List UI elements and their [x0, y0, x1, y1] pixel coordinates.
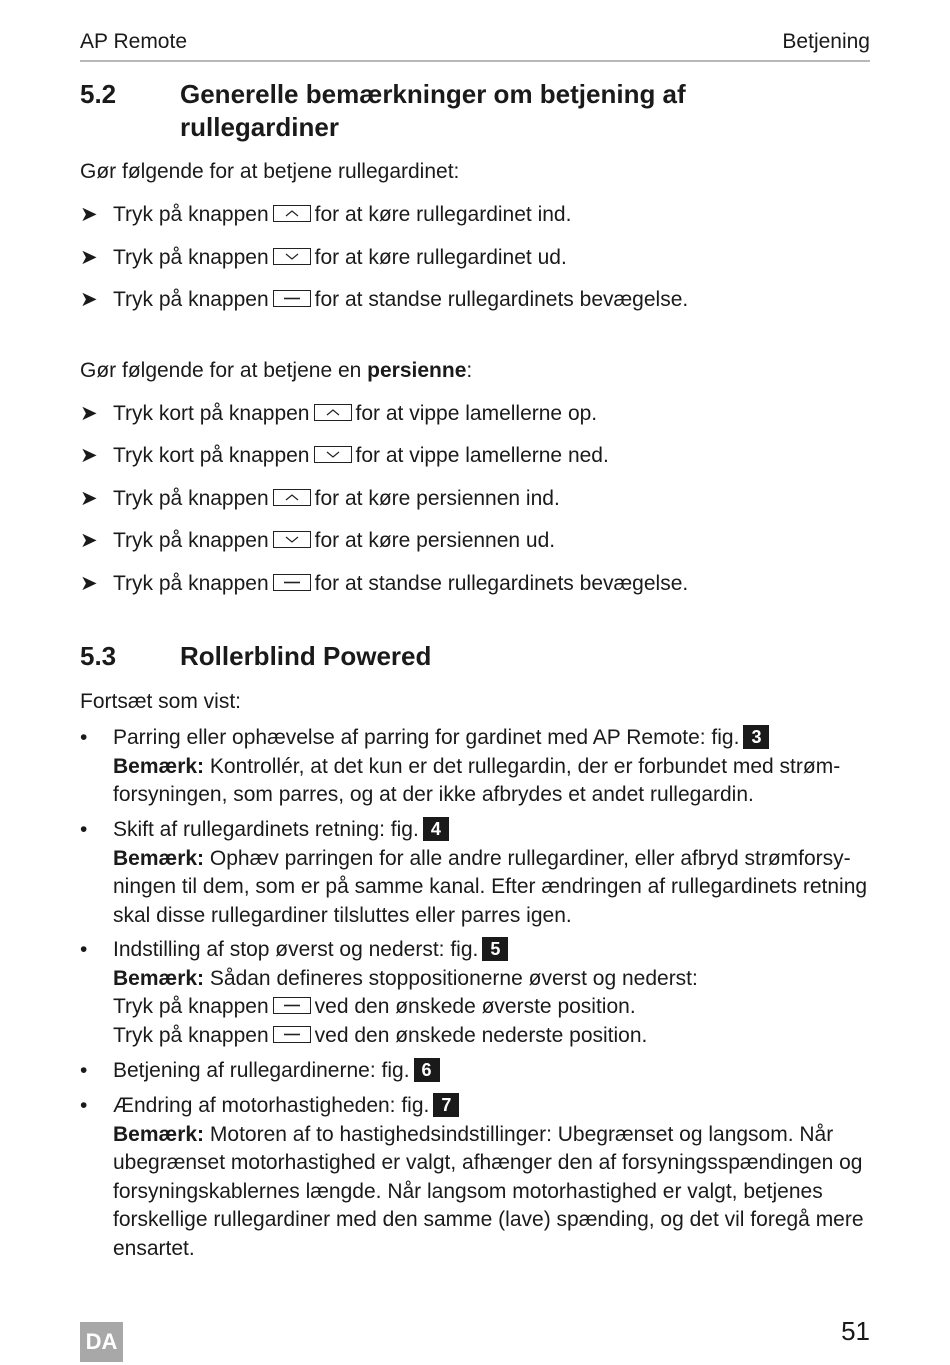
section-number: 5.3	[80, 641, 117, 671]
up-key-icon	[314, 404, 352, 421]
step-item: ➤ Tryk på knappen for at køre rullegardinet ud.	[80, 244, 567, 272]
step-item: ➤ Tryk kort på knappen for at vippe lamellerne ned.	[80, 442, 609, 470]
step-item: ➤ Tryk på knappen for at køre persiennen ud.	[80, 527, 555, 555]
arrow-bullet-icon: ➤	[80, 529, 98, 552]
bullet-dot-icon: •	[80, 1094, 88, 1117]
bullet-dot-icon: •	[80, 726, 88, 749]
up-key-icon	[273, 489, 311, 506]
figure-ref: 5	[482, 937, 508, 961]
figure-ref: 4	[423, 817, 449, 841]
up-key-icon	[273, 205, 311, 222]
step-item: ➤ Tryk kort på knappen for at vippe lamellerne op.	[80, 400, 597, 428]
intro-paragraph-venetian: Gør følgende for at betjene en persienne:	[80, 359, 473, 382]
bullet-dot-icon: •	[80, 938, 88, 961]
header-right: Betjening	[782, 30, 870, 53]
bullet-dot-icon: •	[80, 818, 88, 841]
arrow-bullet-icon: ➤	[80, 487, 98, 510]
running-header	[80, 28, 870, 62]
stop-key-icon	[273, 997, 311, 1014]
header-left: AP Remote	[80, 30, 187, 53]
stop-key-icon	[273, 574, 311, 591]
figure-ref: 3	[743, 725, 769, 749]
language-badge: DA	[80, 1322, 123, 1362]
arrow-bullet-icon: ➤	[80, 402, 98, 425]
intro-paragraph: Fortsæt som vist:	[80, 690, 242, 713]
down-key-icon	[314, 446, 352, 463]
stop-key-icon	[273, 1026, 311, 1043]
step-item: ➤ Tryk på knappen for at standse rullegardinets bevægelse.	[80, 286, 688, 314]
section-title: Generelle bemærkninger om betjening af rullegardiner	[180, 79, 686, 142]
step-item: ➤ Tryk på knappen for at standse rullegardinets bevægelse.	[80, 570, 688, 598]
intro-paragraph: Gør følgende for at betjene rullegardinet:	[80, 160, 460, 183]
down-key-icon	[273, 248, 311, 265]
section-title: Rollerblind Powered	[180, 641, 432, 671]
section-number: 5.2	[80, 79, 117, 109]
down-key-icon	[273, 531, 311, 548]
step-item: ➤ Tryk på knappen for at køre persiennen ind.	[80, 485, 560, 513]
figure-ref: 6	[414, 1058, 440, 1082]
bullet-dot-icon: •	[80, 1059, 88, 1082]
step-item: ➤ Tryk på knappen for at køre rullegardinet ind.	[80, 201, 571, 229]
page-number: 51	[841, 1316, 870, 1346]
figure-ref: 7	[433, 1093, 459, 1117]
arrow-bullet-icon: ➤	[80, 203, 98, 226]
stop-key-icon	[273, 290, 311, 307]
arrow-bullet-icon: ➤	[80, 288, 98, 311]
arrow-bullet-icon: ➤	[80, 444, 98, 467]
arrow-bullet-icon: ➤	[80, 572, 98, 595]
arrow-bullet-icon: ➤	[80, 246, 98, 269]
